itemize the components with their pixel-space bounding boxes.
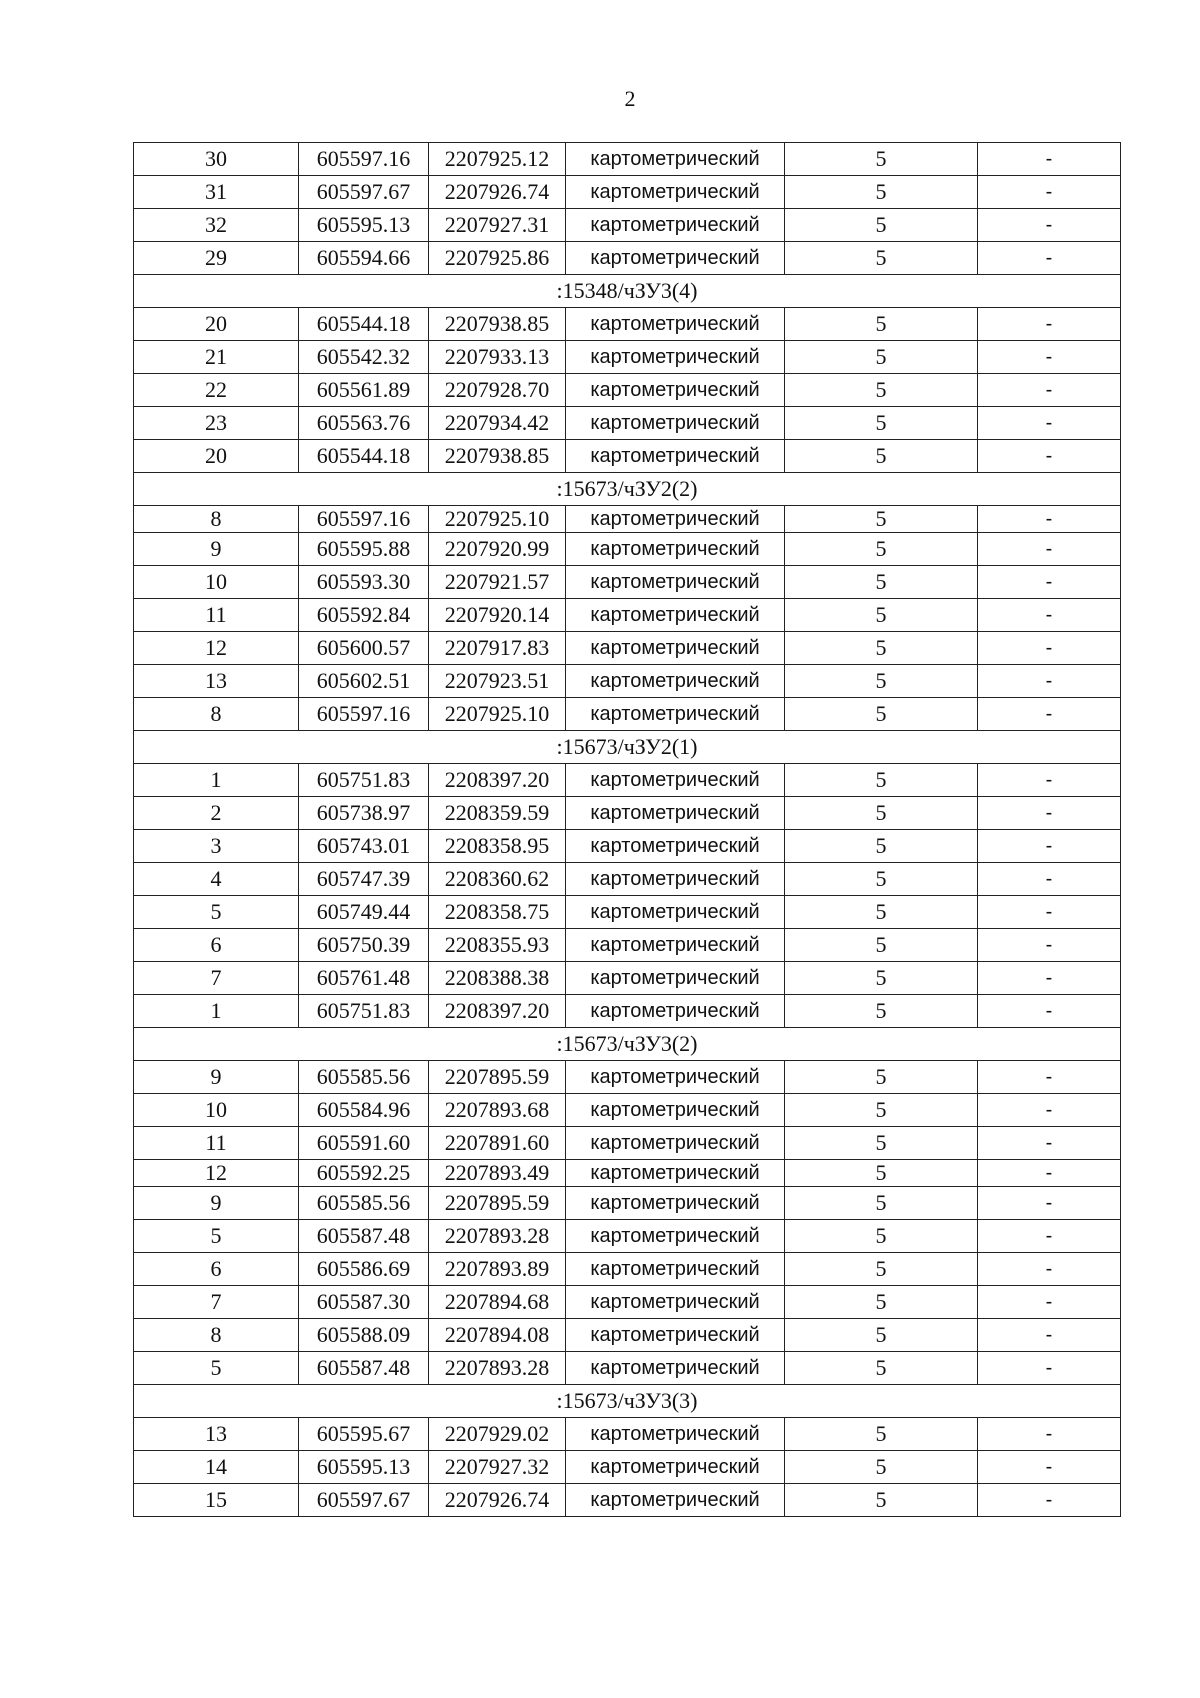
- point-number-cell: 3: [134, 830, 299, 863]
- method-cell: картометрический: [566, 176, 785, 209]
- y-coordinate-cell: 2207933.13: [429, 341, 566, 374]
- section-title: :15348/чЗУ3(4): [134, 275, 1121, 308]
- point-number-cell: 12: [134, 1160, 299, 1187]
- point-number-cell: 2: [134, 797, 299, 830]
- x-coordinate-cell: 605747.39: [299, 863, 429, 896]
- x-coordinate-cell: 605750.39: [299, 929, 429, 962]
- accuracy-cell: 5: [785, 1286, 978, 1319]
- point-number-cell: 23: [134, 407, 299, 440]
- y-coordinate-cell: 2207895.59: [429, 1061, 566, 1094]
- accuracy-cell: 5: [785, 665, 978, 698]
- y-coordinate-cell: 2207926.74: [429, 176, 566, 209]
- x-coordinate-cell: 605587.30: [299, 1286, 429, 1319]
- accuracy-cell: 5: [785, 698, 978, 731]
- page-number: 2: [624, 86, 636, 111]
- note-cell: -: [978, 995, 1121, 1028]
- note-cell: -: [978, 1061, 1121, 1094]
- point-number-cell: 6: [134, 1253, 299, 1286]
- x-coordinate-cell: 605587.48: [299, 1220, 429, 1253]
- y-coordinate-cell: 2208355.93: [429, 929, 566, 962]
- note-cell: -: [978, 764, 1121, 797]
- point-number-cell: 7: [134, 962, 299, 995]
- x-coordinate-cell: 605751.83: [299, 764, 429, 797]
- point-number-cell: 31: [134, 176, 299, 209]
- x-coordinate-cell: 605593.30: [299, 566, 429, 599]
- note-cell: -: [978, 440, 1121, 473]
- x-coordinate-cell: 605597.67: [299, 176, 429, 209]
- table-row: [134, 599, 1121, 632]
- section-header-row: [134, 275, 1121, 308]
- method-cell: картометрический: [566, 407, 785, 440]
- accuracy-cell: 5: [785, 533, 978, 566]
- method-cell: картометрический: [566, 242, 785, 275]
- method-cell: картометрический: [566, 440, 785, 473]
- table-row: [134, 698, 1121, 731]
- x-coordinate-cell: 605602.51: [299, 665, 429, 698]
- note-cell: -: [978, 599, 1121, 632]
- method-cell: картометрический: [566, 797, 785, 830]
- note-cell: -: [978, 698, 1121, 731]
- accuracy-cell: 5: [785, 1484, 978, 1517]
- method-cell: картометрический: [566, 632, 785, 665]
- accuracy-cell: 5: [785, 1451, 978, 1484]
- y-coordinate-cell: 2208359.59: [429, 797, 566, 830]
- accuracy-cell: 5: [785, 929, 978, 962]
- accuracy-cell: 5: [785, 1418, 978, 1451]
- note-cell: -: [978, 209, 1121, 242]
- note-cell: -: [978, 308, 1121, 341]
- point-number-cell: 9: [134, 533, 299, 566]
- y-coordinate-cell: 2208397.20: [429, 995, 566, 1028]
- table-row: [134, 209, 1121, 242]
- point-number-cell: 6: [134, 929, 299, 962]
- x-coordinate-cell: 605751.83: [299, 995, 429, 1028]
- method-cell: картометрический: [566, 506, 785, 533]
- accuracy-cell: 5: [785, 143, 978, 176]
- y-coordinate-cell: 2207934.42: [429, 407, 566, 440]
- y-coordinate-cell: 2207921.57: [429, 566, 566, 599]
- table-row: [134, 1319, 1121, 1352]
- point-number-cell: 8: [134, 1319, 299, 1352]
- coordinates-table-body: [134, 143, 1121, 1517]
- y-coordinate-cell: 2207893.49: [429, 1160, 566, 1187]
- method-cell: картометрический: [566, 1418, 785, 1451]
- point-number-cell: 15: [134, 1484, 299, 1517]
- x-coordinate-cell: 605586.69: [299, 1253, 429, 1286]
- table-row: [134, 995, 1121, 1028]
- note-cell: -: [978, 242, 1121, 275]
- point-number-cell: 22: [134, 374, 299, 407]
- y-coordinate-cell: 2208360.62: [429, 863, 566, 896]
- note-cell: -: [978, 1319, 1121, 1352]
- method-cell: картометрический: [566, 1061, 785, 1094]
- accuracy-cell: 5: [785, 566, 978, 599]
- note-cell: -: [978, 863, 1121, 896]
- method-cell: картометрический: [566, 209, 785, 242]
- table-row: [134, 1352, 1121, 1385]
- method-cell: картометрический: [566, 1451, 785, 1484]
- x-coordinate-cell: 605584.96: [299, 1094, 429, 1127]
- x-coordinate-cell: 605587.48: [299, 1352, 429, 1385]
- accuracy-cell: 5: [785, 1160, 978, 1187]
- accuracy-cell: 5: [785, 308, 978, 341]
- accuracy-cell: 5: [785, 506, 978, 533]
- point-number-cell: 5: [134, 896, 299, 929]
- y-coordinate-cell: 2207938.85: [429, 308, 566, 341]
- method-cell: картометрический: [566, 341, 785, 374]
- y-coordinate-cell: 2207927.32: [429, 1451, 566, 1484]
- method-cell: картометрический: [566, 995, 785, 1028]
- method-cell: картометрический: [566, 1160, 785, 1187]
- x-coordinate-cell: 605743.01: [299, 830, 429, 863]
- x-coordinate-cell: 605585.56: [299, 1061, 429, 1094]
- x-coordinate-cell: 605595.13: [299, 1451, 429, 1484]
- table-row: [134, 797, 1121, 830]
- accuracy-cell: 5: [785, 1187, 978, 1220]
- x-coordinate-cell: 605592.25: [299, 1160, 429, 1187]
- y-coordinate-cell: 2207894.08: [429, 1319, 566, 1352]
- point-number-cell: 20: [134, 308, 299, 341]
- x-coordinate-cell: 605591.60: [299, 1127, 429, 1160]
- note-cell: -: [978, 1220, 1121, 1253]
- accuracy-cell: 5: [785, 341, 978, 374]
- x-coordinate-cell: 605749.44: [299, 896, 429, 929]
- x-coordinate-cell: 605595.67: [299, 1418, 429, 1451]
- method-cell: картометрический: [566, 1220, 785, 1253]
- point-number-cell: 13: [134, 665, 299, 698]
- method-cell: картометрический: [566, 1127, 785, 1160]
- point-number-cell: 30: [134, 143, 299, 176]
- x-coordinate-cell: 605544.18: [299, 308, 429, 341]
- x-coordinate-cell: 605563.76: [299, 407, 429, 440]
- point-number-cell: 1: [134, 764, 299, 797]
- note-cell: -: [978, 632, 1121, 665]
- table-row: [134, 1061, 1121, 1094]
- method-cell: картометрический: [566, 1352, 785, 1385]
- accuracy-cell: 5: [785, 1319, 978, 1352]
- y-coordinate-cell: 2208358.95: [429, 830, 566, 863]
- section-title: :15673/чЗУ2(2): [134, 473, 1121, 506]
- accuracy-cell: 5: [785, 1127, 978, 1160]
- y-coordinate-cell: 2208358.75: [429, 896, 566, 929]
- point-number-cell: 8: [134, 506, 299, 533]
- table-row: [134, 308, 1121, 341]
- note-cell: -: [978, 896, 1121, 929]
- method-cell: картометрический: [566, 1253, 785, 1286]
- point-number-cell: 9: [134, 1187, 299, 1220]
- table-row: [134, 896, 1121, 929]
- table-row: [134, 1160, 1121, 1187]
- accuracy-cell: 5: [785, 1253, 978, 1286]
- x-coordinate-cell: 605585.56: [299, 1187, 429, 1220]
- table-row: [134, 830, 1121, 863]
- coordinates-table: [133, 142, 1121, 1517]
- accuracy-cell: 5: [785, 863, 978, 896]
- table-row: [134, 1451, 1121, 1484]
- note-cell: -: [978, 962, 1121, 995]
- x-coordinate-cell: 605595.88: [299, 533, 429, 566]
- method-cell: картометрический: [566, 896, 785, 929]
- accuracy-cell: 5: [785, 209, 978, 242]
- method-cell: картометрический: [566, 1094, 785, 1127]
- table-row: [134, 962, 1121, 995]
- method-cell: картометрический: [566, 698, 785, 731]
- y-coordinate-cell: 2207894.68: [429, 1286, 566, 1319]
- note-cell: -: [978, 407, 1121, 440]
- y-coordinate-cell: 2207928.70: [429, 374, 566, 407]
- y-coordinate-cell: 2207925.10: [429, 698, 566, 731]
- method-cell: картометрический: [566, 374, 785, 407]
- table-row: [134, 929, 1121, 962]
- note-cell: -: [978, 1286, 1121, 1319]
- y-coordinate-cell: 2207927.31: [429, 209, 566, 242]
- section-title: :15673/чЗУ3(2): [134, 1028, 1121, 1061]
- accuracy-cell: 5: [785, 995, 978, 1028]
- y-coordinate-cell: 2207923.51: [429, 665, 566, 698]
- table-row: [134, 1127, 1121, 1160]
- table-row: [134, 374, 1121, 407]
- method-cell: картометрический: [566, 962, 785, 995]
- y-coordinate-cell: 2207920.14: [429, 599, 566, 632]
- y-coordinate-cell: 2207929.02: [429, 1418, 566, 1451]
- accuracy-cell: 5: [785, 1220, 978, 1253]
- accuracy-cell: 5: [785, 830, 978, 863]
- note-cell: -: [978, 341, 1121, 374]
- accuracy-cell: 5: [785, 797, 978, 830]
- x-coordinate-cell: 605597.67: [299, 1484, 429, 1517]
- section-title: :15673/чЗУ3(3): [134, 1385, 1121, 1418]
- y-coordinate-cell: 2207895.59: [429, 1187, 566, 1220]
- method-cell: картометрический: [566, 308, 785, 341]
- method-cell: картометрический: [566, 1286, 785, 1319]
- point-number-cell: 1: [134, 995, 299, 1028]
- table-row: [134, 632, 1121, 665]
- y-coordinate-cell: 2207893.89: [429, 1253, 566, 1286]
- note-cell: -: [978, 1418, 1121, 1451]
- point-number-cell: 10: [134, 1094, 299, 1127]
- x-coordinate-cell: 605597.16: [299, 506, 429, 533]
- note-cell: -: [978, 1094, 1121, 1127]
- note-cell: -: [978, 533, 1121, 566]
- y-coordinate-cell: 2207925.10: [429, 506, 566, 533]
- method-cell: картометрический: [566, 533, 785, 566]
- table-row: [134, 176, 1121, 209]
- point-number-cell: 10: [134, 566, 299, 599]
- y-coordinate-cell: 2207893.28: [429, 1220, 566, 1253]
- note-cell: -: [978, 1352, 1121, 1385]
- point-number-cell: 29: [134, 242, 299, 275]
- table-row: [134, 1253, 1121, 1286]
- accuracy-cell: 5: [785, 440, 978, 473]
- accuracy-cell: 5: [785, 599, 978, 632]
- point-number-cell: 5: [134, 1352, 299, 1385]
- y-coordinate-cell: 2207926.74: [429, 1484, 566, 1517]
- y-coordinate-cell: 2208388.38: [429, 962, 566, 995]
- x-coordinate-cell: 605761.48: [299, 962, 429, 995]
- point-number-cell: 9: [134, 1061, 299, 1094]
- method-cell: картометрический: [566, 599, 785, 632]
- method-cell: картометрический: [566, 764, 785, 797]
- table-row: [134, 143, 1121, 176]
- accuracy-cell: 5: [785, 407, 978, 440]
- point-number-cell: 32: [134, 209, 299, 242]
- x-coordinate-cell: 605592.84: [299, 599, 429, 632]
- point-number-cell: 11: [134, 1127, 299, 1160]
- table-row: [134, 506, 1121, 533]
- table-row: [134, 1220, 1121, 1253]
- table-row: [134, 764, 1121, 797]
- point-number-cell: 4: [134, 863, 299, 896]
- note-cell: -: [978, 566, 1121, 599]
- y-coordinate-cell: 2207925.12: [429, 143, 566, 176]
- table-row: [134, 533, 1121, 566]
- note-cell: -: [978, 1127, 1121, 1160]
- method-cell: картометрический: [566, 1319, 785, 1352]
- x-coordinate-cell: 605600.57: [299, 632, 429, 665]
- point-number-cell: 8: [134, 698, 299, 731]
- note-cell: -: [978, 929, 1121, 962]
- section-header-row: [134, 731, 1121, 764]
- accuracy-cell: 5: [785, 242, 978, 275]
- x-coordinate-cell: 605595.13: [299, 209, 429, 242]
- method-cell: картометрический: [566, 665, 785, 698]
- method-cell: картометрический: [566, 830, 785, 863]
- accuracy-cell: 5: [785, 1094, 978, 1127]
- note-cell: -: [978, 1187, 1121, 1220]
- x-coordinate-cell: 605597.16: [299, 698, 429, 731]
- table-row: [134, 1187, 1121, 1220]
- note-cell: -: [978, 830, 1121, 863]
- table-row: [134, 863, 1121, 896]
- note-cell: -: [978, 374, 1121, 407]
- section-header-row: [134, 1385, 1121, 1418]
- note-cell: -: [978, 143, 1121, 176]
- table-row: [134, 665, 1121, 698]
- method-cell: картометрический: [566, 1187, 785, 1220]
- accuracy-cell: 5: [785, 374, 978, 407]
- point-number-cell: 7: [134, 1286, 299, 1319]
- y-coordinate-cell: 2207925.86: [429, 242, 566, 275]
- note-cell: -: [978, 1253, 1121, 1286]
- table-row: [134, 1484, 1121, 1517]
- x-coordinate-cell: 605597.16: [299, 143, 429, 176]
- method-cell: картометрический: [566, 1484, 785, 1517]
- note-cell: -: [978, 1451, 1121, 1484]
- method-cell: картометрический: [566, 143, 785, 176]
- section-header-row: [134, 1028, 1121, 1061]
- y-coordinate-cell: 2207893.68: [429, 1094, 566, 1127]
- method-cell: картометрический: [566, 863, 785, 896]
- point-number-cell: 13: [134, 1418, 299, 1451]
- note-cell: -: [978, 1160, 1121, 1187]
- x-coordinate-cell: 605542.32: [299, 341, 429, 374]
- y-coordinate-cell: 2207917.83: [429, 632, 566, 665]
- point-number-cell: 21: [134, 341, 299, 374]
- table-row: [134, 440, 1121, 473]
- table-row: [134, 1094, 1121, 1127]
- point-number-cell: 20: [134, 440, 299, 473]
- accuracy-cell: 5: [785, 632, 978, 665]
- table-row: [134, 242, 1121, 275]
- note-cell: -: [978, 176, 1121, 209]
- accuracy-cell: 5: [785, 1061, 978, 1094]
- x-coordinate-cell: 605544.18: [299, 440, 429, 473]
- table-row: [134, 1286, 1121, 1319]
- y-coordinate-cell: 2207938.85: [429, 440, 566, 473]
- table-row: [134, 407, 1121, 440]
- y-coordinate-cell: 2208397.20: [429, 764, 566, 797]
- x-coordinate-cell: 605738.97: [299, 797, 429, 830]
- x-coordinate-cell: 605588.09: [299, 1319, 429, 1352]
- note-cell: -: [978, 797, 1121, 830]
- table-row: [134, 566, 1121, 599]
- note-cell: -: [978, 1484, 1121, 1517]
- table-row: [134, 341, 1121, 374]
- point-number-cell: 5: [134, 1220, 299, 1253]
- accuracy-cell: 5: [785, 764, 978, 797]
- table-row: [134, 1418, 1121, 1451]
- note-cell: -: [978, 665, 1121, 698]
- accuracy-cell: 5: [785, 176, 978, 209]
- method-cell: картометрический: [566, 566, 785, 599]
- method-cell: картометрический: [566, 929, 785, 962]
- point-number-cell: 12: [134, 632, 299, 665]
- y-coordinate-cell: 2207891.60: [429, 1127, 566, 1160]
- accuracy-cell: 5: [785, 896, 978, 929]
- accuracy-cell: 5: [785, 1352, 978, 1385]
- point-number-cell: 14: [134, 1451, 299, 1484]
- x-coordinate-cell: 605594.66: [299, 242, 429, 275]
- y-coordinate-cell: 2207893.28: [429, 1352, 566, 1385]
- note-cell: -: [978, 506, 1121, 533]
- point-number-cell: 11: [134, 599, 299, 632]
- y-coordinate-cell: 2207920.99: [429, 533, 566, 566]
- accuracy-cell: 5: [785, 962, 978, 995]
- x-coordinate-cell: 605561.89: [299, 374, 429, 407]
- section-title: :15673/чЗУ2(1): [134, 731, 1121, 764]
- section-header-row: [134, 473, 1121, 506]
